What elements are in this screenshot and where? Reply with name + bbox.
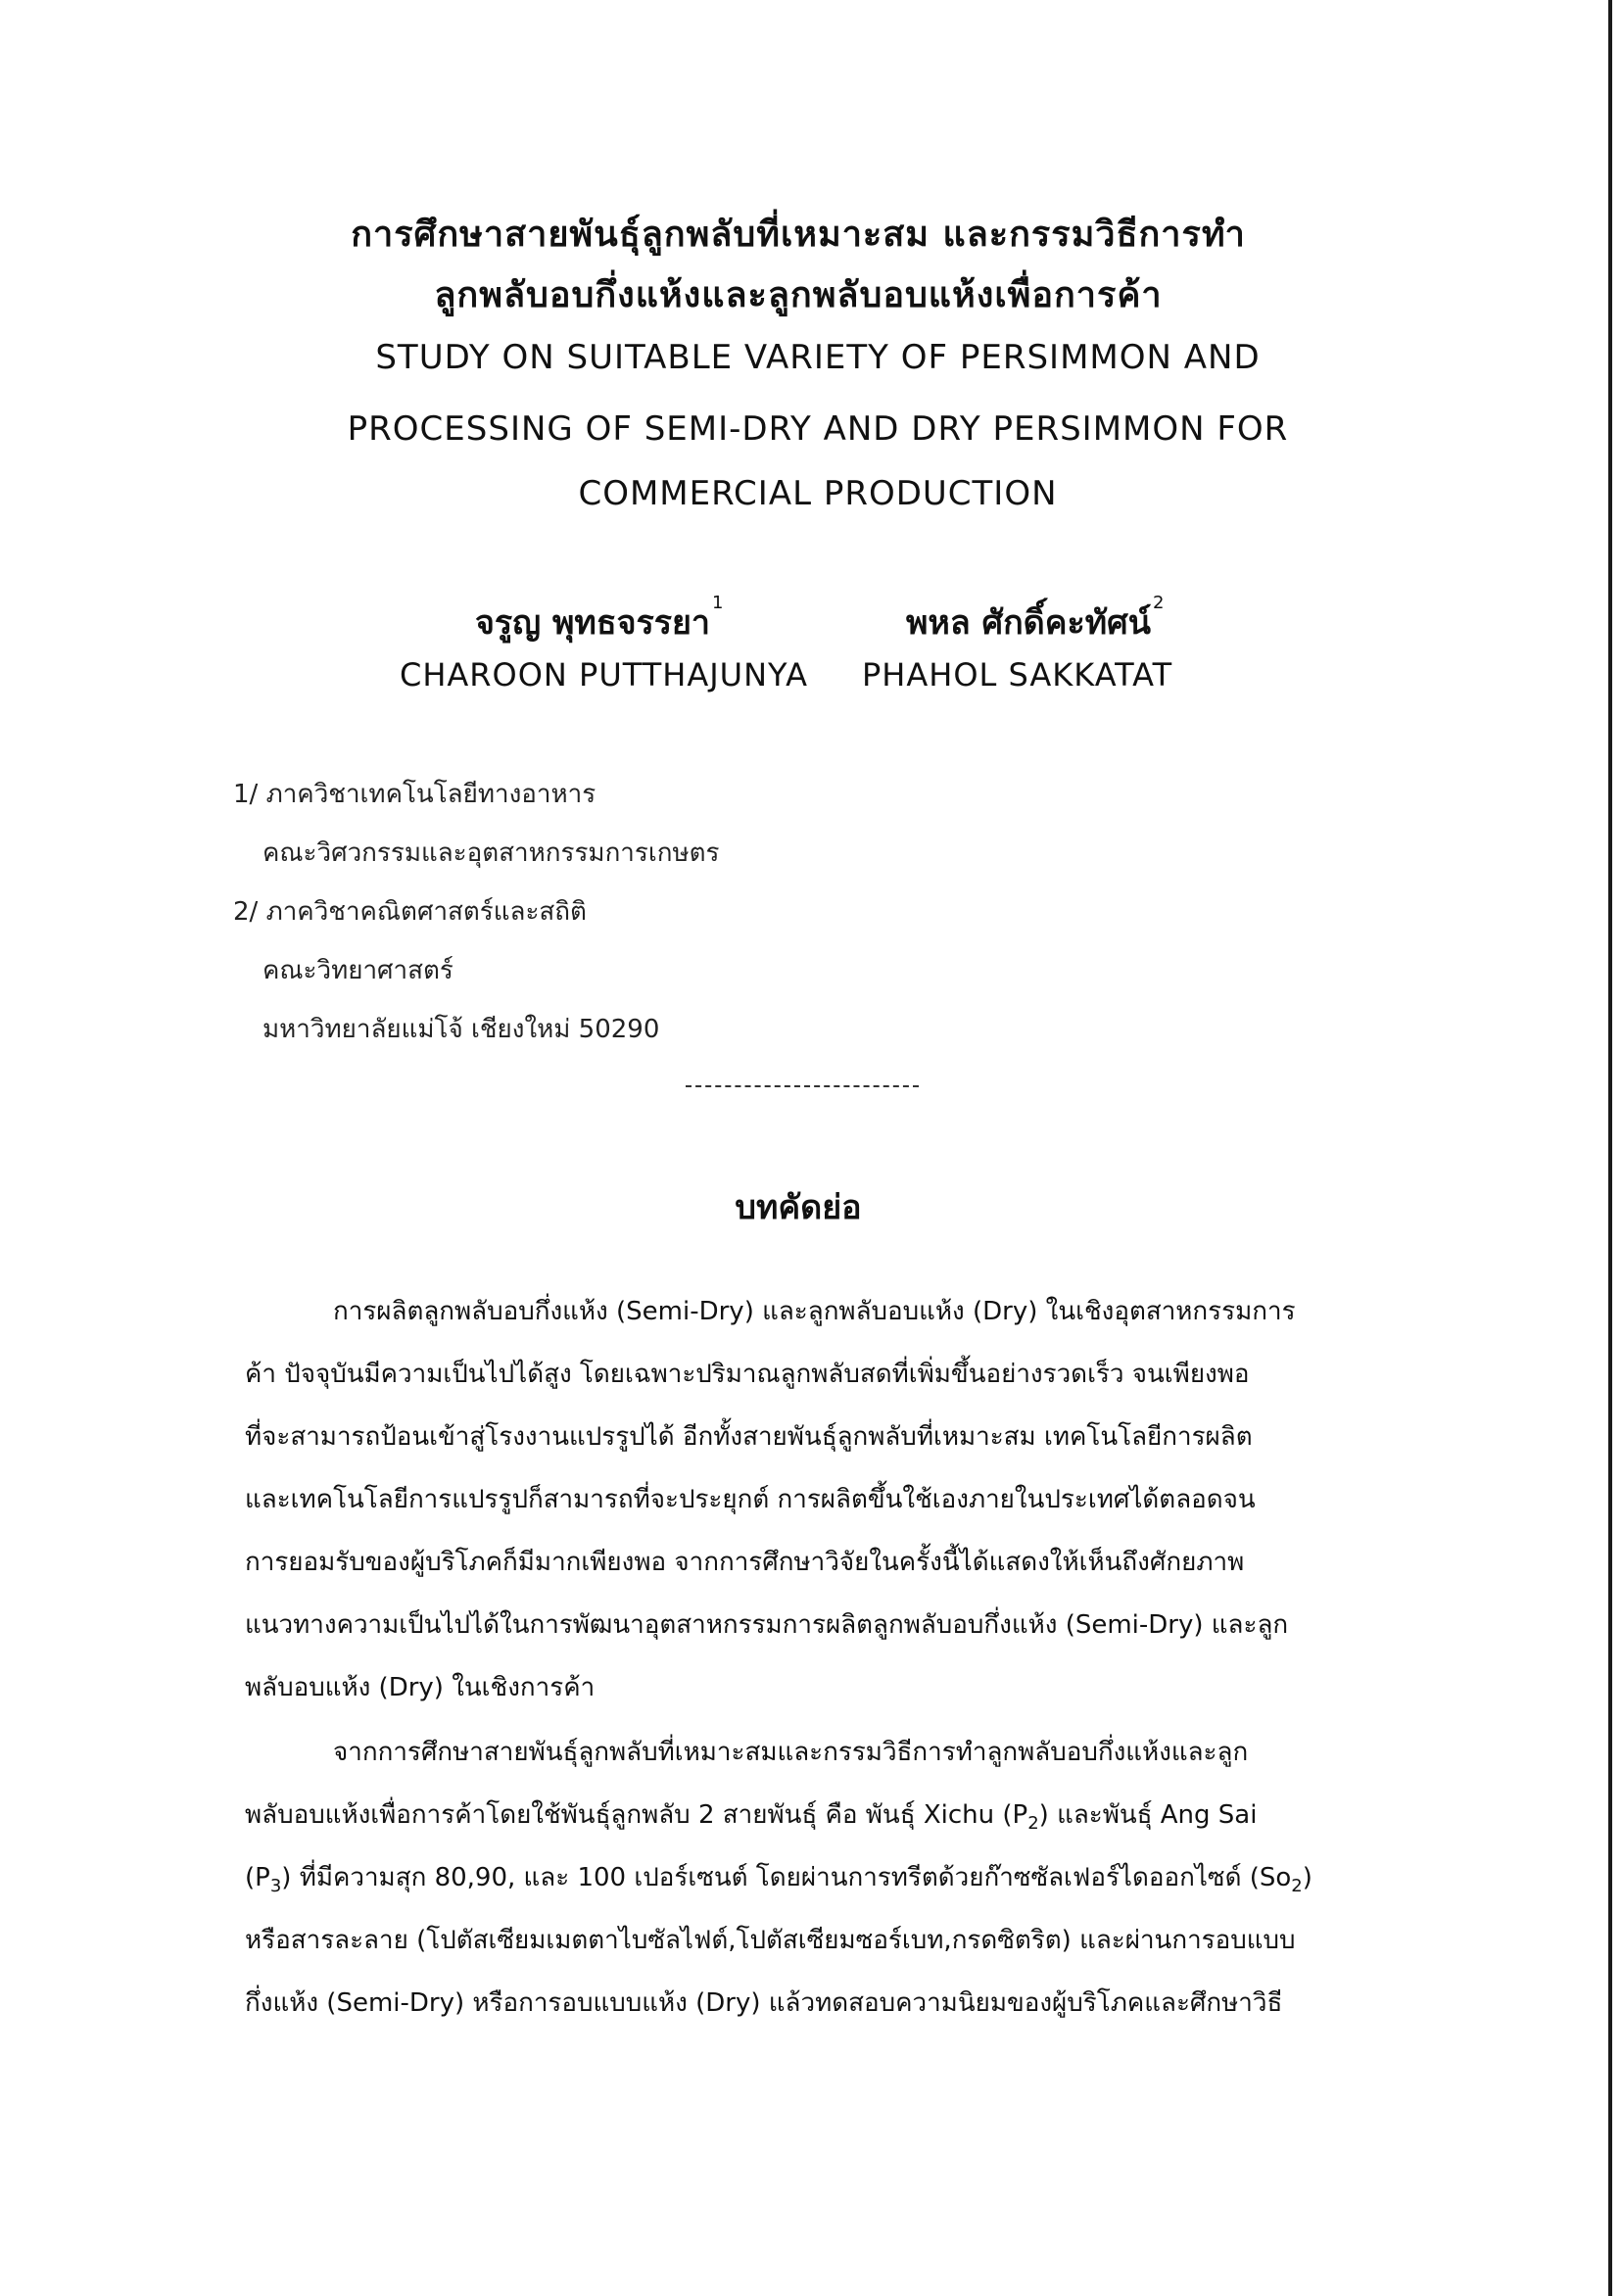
abstract-p2-line1: จากการศึกษาสายพันธุ์ลูกพลับที่เหมาะสมและกรรมวิธีการทำลูกพลับอบกึ่งแห้งและลูก <box>333 1738 1249 1767</box>
abstract-p1-line5: การยอมรับของผู้บริโภคก็มีมากเพียงพอ จากการศึกษาวิจัยในครั้งนี้ได้แสดงให้เห็นถึงศักยภาพ <box>245 1548 1245 1577</box>
author-1-english: CHAROON PUTTHAJUNYA <box>400 656 808 694</box>
abstract-p1-line4: และเทคโนโลยีการแปรรูปก็สามารถที่จะประยุกต์ การผลิตขึ้นใช้เองภายในประเทศได้ตลอดจน <box>245 1485 1256 1514</box>
abstract-p1-line3: ที่จะสามารถป้อนเข้าสู่โรงงานแปรรูปได้ อีกทั้งสายพันธุ์ลูกพลับที่เหมาะสม เทคโนโลยีการผลิต <box>245 1422 1253 1452</box>
abstract-p1-line2: ค้า ปัจจุบันมีความเป็นไปได้สูง โดยเฉพาะปริมาณลูกพลับสดที่เพิ่มขึ้นอย่างรวดเร็ว จนเพียงพอ <box>245 1360 1250 1389</box>
abstract-p2-line5: กึ่งแห้ง (Semi-Dry) หรือการอบแบบแห้ง (Dry) แล้วทดสอบความนิยมของผู้บริโภคและศึกษาวิธี <box>245 1988 1283 2018</box>
abstract-p1-line7: พลับอบแห้ง (Dry) ในเชิงการค้า <box>245 1673 596 1702</box>
affiliation-2-faculty: คณะวิทยาศาสตร์ <box>262 956 453 985</box>
title-english-line3: COMMERCIAL PRODUCTION <box>578 474 1058 513</box>
author-1-thai: จรูญ พุทธจรรยา$^1$ <box>475 593 724 643</box>
affiliation-1-department: 1/ ภาควิชาเทคโนโลยีทางอาหาร <box>233 780 596 809</box>
affiliation-2-department: 2/ ภาควิชาคณิตศาสตร์และสถิติ <box>233 897 587 927</box>
abstract-heading: บทคัดย่อ <box>735 1188 862 1227</box>
author-2-mark: 2 <box>1153 593 1165 613</box>
abstract-p2-line3: $(P_3)$ ที่มีความสุก 80,90, และ 100 เปอร์เซนต์ โดยผ่านการทรีตด้วยก๊าซซัลเฟอร์ไดออกไซด์ $(So_2)$ <box>245 1863 1312 1897</box>
abstract-p1-line6: แนวทางความเป็นไปได้ในการพัฒนาอุตสาหกรรมการผลิตลูกพลับอบกึ่งแห้ง (Semi-Dry) และลูก <box>245 1610 1289 1640</box>
author-2-english: PHAHOL SAKKATAT <box>862 656 1173 694</box>
affiliation-university: มหาวิทยาลัยแม่โจ้ เชียงใหม่ 50290 <box>262 1015 660 1044</box>
title-english-line2: PROCESSING OF SEMI-DRY AND DRY PERSIMMON FOR <box>347 409 1289 449</box>
dashed-divider <box>686 1085 919 1087</box>
abstract-p2-line4: หรือสารละลาย (โปตัสเซียมเมตตาไบซัลไฟต์,โปตัสเซียมซอร์เบท,กรดซิตริต) และผ่านการอบแบบ <box>245 1926 1296 1955</box>
affiliation-1-faculty: คณะวิศวกรรมและอุตสาหกรรมการเกษตร <box>262 838 720 868</box>
title-thai-line2: ลูกพลับอบกึ่งแห้งและลูกพลับอบแห้งเพื่อการค้า <box>434 275 1163 315</box>
title-thai-line1: การศึกษาสายพันธุ์ลูกพลับที่เหมาะสม และกรรมวิธีการทำ <box>351 215 1246 255</box>
author-2-thai: พหล ศักดิ์คะทัศน์$^2$ <box>906 593 1165 643</box>
author-1-mark: 1 <box>712 593 724 613</box>
abstract-p2-line2: พลับอบแห้งเพื่อการค้าโดยใช้พันธุ์ลูกพลับ 2 สายพันธุ์ คือ พันธุ์ Xichu $(P_2)$ และพันธุ์ Ang Sai <box>245 1800 1258 1835</box>
abstract-p1-line1: การผลิตลูกพลับอบกึ่งแห้ง (Semi-Dry) และลูกพลับอบแห้ง (Dry) ในเชิงอุตสาหกรรมการ <box>333 1297 1296 1326</box>
title-english-line1: STUDY ON SUITABLE VARIETY OF PERSIMMON AND <box>375 338 1261 377</box>
